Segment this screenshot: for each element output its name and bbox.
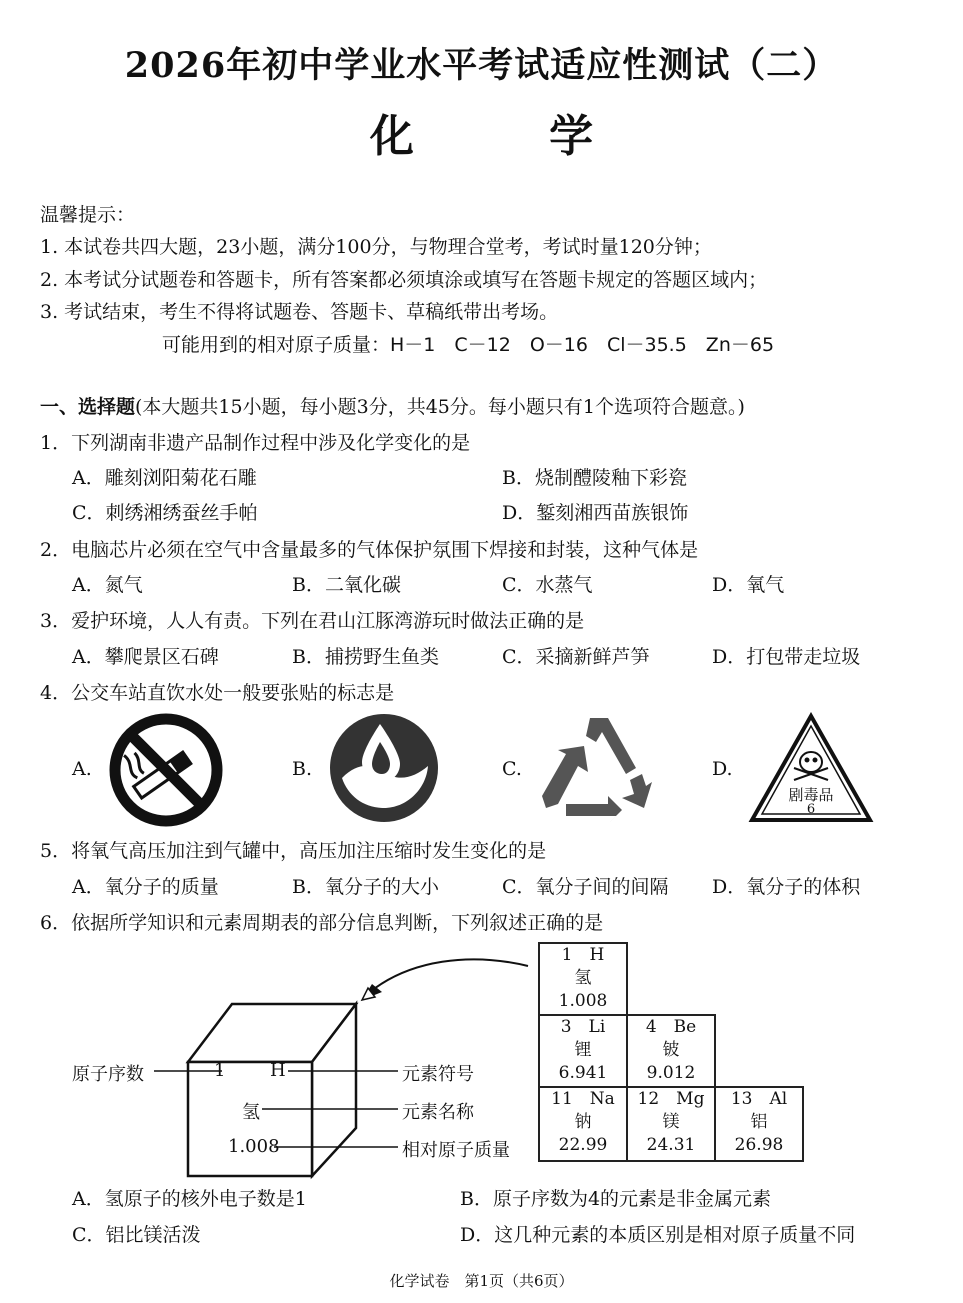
q4-option-c: C. [502,758,522,780]
q3-option-d: D．打包带走垃圾 [712,646,861,668]
q4-option-a: A. [72,758,92,780]
pt-cell-h [538,942,628,1016]
pt-be-mass: 9.012 [646,1063,696,1083]
q1-option-d: D．錾刻湘西苗族银饰 [502,502,689,524]
section-title: 一、选择题 [40,396,136,418]
q6-option-a: A．氢原子的核外电子数是1 [72,1188,307,1210]
q4-option-b: B. [292,758,313,780]
question-5-stem: 5．将氧气高压加注到气罐中，高压加注压缩时发生变化的是 [40,840,547,862]
pt-cell-li [538,1014,628,1088]
pt-li-mass: 6.941 [558,1063,608,1083]
q6-option-b: B．原子序数为4的元素是非金属元素 [460,1188,772,1210]
pt-cell-be [626,1014,716,1088]
question-4-stem: 4．公交车站直饮水处一般要张贴的标志是 [40,682,395,704]
q1-option-a: A．雕刻浏阳菊花石雕 [72,467,257,489]
pt-be-top: 4 Be [645,1017,697,1037]
pt-cell-al [714,1086,804,1162]
q2-option-b: B．二氧化碳 [292,574,401,596]
pt-li-top: 3 Li [560,1017,606,1037]
q1-option-b: B．烧制醴陵釉下彩瓷 [502,467,687,489]
subject-title: 化 学 [369,111,654,162]
symbol-label: 元素符号 [402,1064,474,1085]
pt-na-mass: 22.99 [558,1135,608,1155]
pt-mg-name: 镁 [662,1112,680,1132]
tips-heading: 温馨提示： [40,204,136,226]
pt-mg-mass: 24.31 [646,1135,696,1155]
q3-option-c: C．采摘新鲜芦笋 [502,646,650,668]
pt-cell-na [538,1086,628,1162]
pt-mg-top: 12 Mg [637,1089,705,1109]
pt-al-mass: 26.98 [734,1135,784,1155]
exam-title: 2026年初中学业水平考试适应性测试（二） [124,45,839,86]
pt-na-top: 11 Na [551,1089,615,1109]
q2-option-a: A．氮气 [72,574,143,596]
no-smoking-icon [108,712,224,828]
section-desc: (本大题共15小题，每小题3分，共45分。每小题只有1个选项符合题意。) [135,396,745,418]
pt-h-mass: 1.008 [558,991,608,1011]
cube-symbol: H [270,1060,286,1081]
pt-li-name: 锂 [574,1040,592,1060]
pt-h-name: 氢 [574,968,592,988]
pt-h-top: 1 H [561,945,605,965]
cube-atomic-number: 1 [214,1060,226,1081]
tip-item-2: 2. 本考试分试题卷和答题卡，所有答案都必须填涂或填写在答题卡规定的答题区域内； [40,269,768,291]
poison-class-number: 6 [806,802,816,817]
mass-label: 相对原子质量 [402,1140,510,1161]
q2-option-c: C．水蒸气 [502,574,593,596]
recycle-icon [536,712,660,822]
water-saving-icon [328,712,440,824]
pt-cell-mg [626,1086,716,1162]
poison-label: 剧毒品 [788,786,834,804]
q5-option-d: D．氧分子的体积 [712,876,861,898]
question-2-stem: 2．电脑芯片必须在空气中含量最多的气体保护氛围下焊接和封装，这种气体是 [40,539,699,561]
pt-be-name: 铍 [662,1040,680,1060]
name-label: 元素名称 [402,1102,474,1123]
page-footer: 化学试卷 第1页（共6页） [389,1272,574,1290]
q6-option-c: C．铝比镁活泼 [72,1224,201,1246]
atomic-number-label: 原子序数 [72,1064,144,1085]
pt-na-name: 钠 [574,1112,592,1132]
question-3-stem: 3．爱护环境，人人有责。下列在君山江豚湾游玩时做法正确的是 [40,610,585,632]
cube-mass: 1.008 [228,1136,280,1157]
pt-al-top: 13 Al [730,1089,788,1109]
q2-option-d: D．氧气 [712,574,785,596]
atomic-mass-info: 可能用到的相对原子质量：H－1 C－12 O－16 Cl－35.5 Zn－65 [162,334,775,356]
q5-option-a: A．氧分子的质量 [72,876,219,898]
q6-option-d: D．这几种元素的本质区别是相对原子质量不同 [460,1224,856,1246]
tip-item-1: 1. 本试卷共四大题，23小题，满分100分，与物理合堂考，考试时量120分钟； [40,236,712,258]
q4-option-d: D. [712,758,733,780]
q5-option-c: C．氧分子间的间隔 [502,876,669,898]
question-1-stem: 1．下列湖南非遗产品制作过程中涉及化学变化的是 [40,432,471,454]
q5-option-b: B．氧分子的大小 [292,876,439,898]
question-6-stem: 6．依据所学知识和元素周期表的部分信息判断，下列叙述正确的是 [40,912,604,934]
q1-option-c: C．刺绣湘绣蚕丝手帕 [72,502,258,524]
q3-option-a: A．攀爬景区石碑 [72,646,219,668]
poison-icon [748,712,874,824]
pt-al-name: 铝 [750,1112,768,1132]
cube-name: 氢 [242,1102,260,1123]
q3-option-b: B．捕捞野生鱼类 [292,646,439,668]
tip-item-3: 3. 考试结束，考生不得将试题卷、答题卡、草稿纸带出考场。 [40,301,559,323]
section-heading [40,392,745,419]
